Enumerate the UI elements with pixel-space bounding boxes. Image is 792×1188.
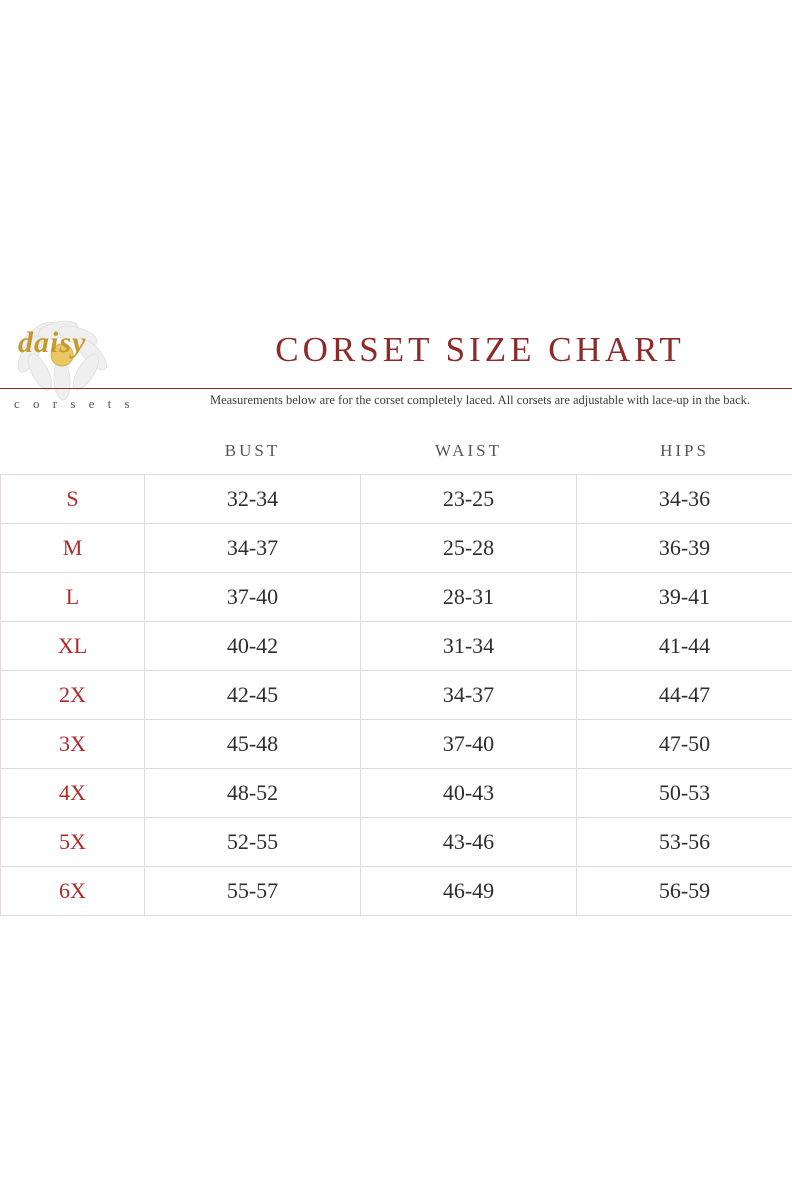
- cell-waist: 43-46: [361, 818, 577, 867]
- column-header-hips: HIPS: [577, 428, 792, 475]
- cell-waist: 28-31: [361, 573, 577, 622]
- cell-hips: 56-59: [577, 867, 792, 916]
- table-row: [1, 867, 792, 916]
- cell-hips: 44-47: [577, 671, 792, 720]
- table-row: [1, 573, 792, 622]
- table-row: [1, 524, 792, 573]
- page-title: CORSET SIZE CHART: [275, 330, 685, 369]
- column-header-bust: BUST: [145, 428, 361, 475]
- cell-bust: 45-48: [145, 720, 361, 769]
- table-row: [1, 671, 792, 720]
- brand-script-name: daisy: [18, 326, 87, 359]
- chart-header: [0, 300, 792, 420]
- cell-hips: 36-39: [577, 524, 792, 573]
- cell-waist: 31-34: [361, 622, 577, 671]
- cell-waist: 23-25: [361, 475, 577, 524]
- table-header-row: [1, 428, 792, 475]
- table-row: [1, 622, 792, 671]
- cell-waist: 37-40: [361, 720, 577, 769]
- cell-hips: 53-56: [577, 818, 792, 867]
- cell-size: 6X: [1, 867, 145, 916]
- cell-waist: 40-43: [361, 769, 577, 818]
- cell-bust: 52-55: [145, 818, 361, 867]
- brand-logo: [0, 304, 160, 416]
- cell-size: S: [1, 475, 145, 524]
- column-header-waist: WAIST: [361, 428, 577, 475]
- cell-size: 2X: [1, 671, 145, 720]
- cell-size: L: [1, 573, 145, 622]
- cell-bust: 40-42: [145, 622, 361, 671]
- cell-waist: 25-28: [361, 524, 577, 573]
- table-row: [1, 769, 792, 818]
- cell-waist: 34-37: [361, 671, 577, 720]
- cell-hips: 41-44: [577, 622, 792, 671]
- page-subtitle: Measurements below are for the corset completely laced. All corsets are adjustable with lace-up in the back.: [209, 393, 751, 407]
- cell-bust: 42-45: [145, 671, 361, 720]
- cell-size: 3X: [1, 720, 145, 769]
- size-chart-table-wrap: [0, 428, 792, 916]
- cell-waist: 46-49: [361, 867, 577, 916]
- cell-bust: 32-34: [145, 475, 361, 524]
- table-row: [1, 475, 792, 524]
- cell-bust: 37-40: [145, 573, 361, 622]
- brand-sub-name: c o r s e t s: [14, 396, 135, 411]
- table-row: [1, 720, 792, 769]
- cell-hips: 50-53: [577, 769, 792, 818]
- cell-bust: 48-52: [145, 769, 361, 818]
- cell-hips: 34-36: [577, 475, 792, 524]
- column-header-size: [1, 428, 145, 475]
- cell-size: 5X: [1, 818, 145, 867]
- cell-size: 4X: [1, 769, 145, 818]
- cell-hips: 47-50: [577, 720, 792, 769]
- cell-size: XL: [1, 622, 145, 671]
- cell-bust: 34-37: [145, 524, 361, 573]
- cell-bust: 55-57: [145, 867, 361, 916]
- table-row: [1, 818, 792, 867]
- cell-size: M: [1, 524, 145, 573]
- size-chart-table: [0, 428, 792, 916]
- title-divider: [0, 388, 792, 389]
- cell-hips: 39-41: [577, 573, 792, 622]
